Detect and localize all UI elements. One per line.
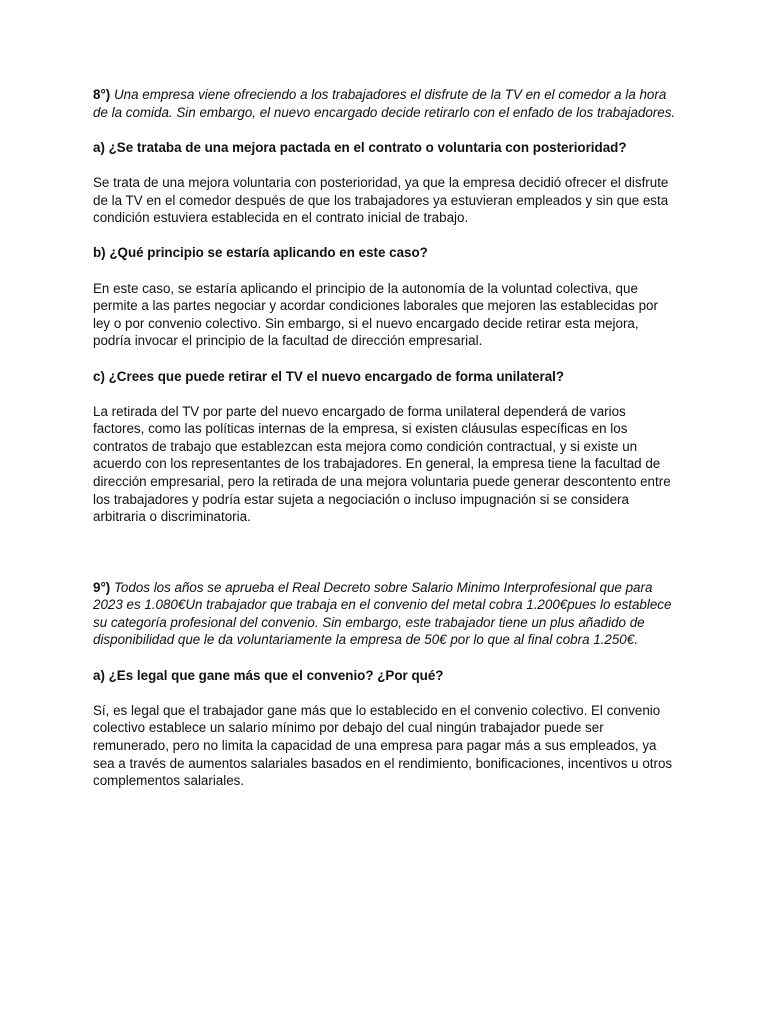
q9-statement xyxy=(93,579,676,649)
q8-statement-text: Una empresa viene ofreciendo a los trabajadores el disfrute de la TV en el comedor a la hora de la comida. Sin embargo, el nuevo encargado decide retirarlo con el enfado de los trabajadores. xyxy=(93,87,676,120)
q9-statement-text: Todos los años se aprueba el Real Decreto sobre Salario Minimo Interprofesional que para 2023 es 1.080€Un trabajador que trabaja en el convenio del metal cobra 1.200€pues lo establece su categoría profesional del convenio. Sin embargo, este trabajador tiene un plus añadido de disponibilidad que le da voluntariamente la empresa de 50€ por lo que al final cobra 1.250€. xyxy=(93,579,672,648)
q8c-answer: La retirada del TV por parte del nuevo encargado de forma unilateral dependerá de varios factores, como las políticas internas de la empresa, si existen cláusulas específicas en los contratos de trabajo que establezcan esta mejora como condición contractual, y si existe un acuerdo con los representantes de los trabajadores. En general, la empresa tiene la facultad de dirección empresarial, pero la retirada de una mejora voluntaria puede generar descontento entre los trabajadores y podría estar sujeta a negociación o incluso impugnación si se considera arbitraria o discriminatoria. xyxy=(93,403,671,525)
q8-statement xyxy=(93,86,676,121)
q8b-question: b) ¿Qué principio se estaría aplicando en este caso? xyxy=(93,245,428,261)
q8c-question: c) ¿Crees que puede retirar el TV el nuevo encargado de forma unilateral? xyxy=(93,368,565,384)
q9-number: 9°) xyxy=(93,579,111,595)
q8a-answer: Se trata de una mejora voluntaria con posterioridad, ya que la empresa decidió ofrecer el disfrute de la TV en el comedor después de que los trabajadores ya estuvieran empleados y sin que esta condición estuviera establecida en el contrato inicial de trabajo. xyxy=(93,174,669,226)
q8b-answer: En este caso, se estaría aplicando el principio de la autonomía de la voluntad colectiva, que permite a las partes negociar y acordar condiciones laborales que mejoren las establecidas por ley o por convenio colectivo. Sin embargo, si el nuevo encargado decide retirar esta mejora, podría invocar el principio de la facultad de dirección empresarial. xyxy=(93,280,658,349)
q9a-answer: Sí, es legal que el trabajador gane más que lo establecido en el convenio colectivo. El convenio colectivo establece un salario mínimo por debajo del cual ningún trabajador puede ser remunerado, pero no limita la capacidad de una empresa para pagar más a sus empleados, ya sea a través de aumentos salariales basados en el rendimiento, bonificaciones, incentivos u otros complementos salariales. xyxy=(93,702,673,789)
q8a-question: a) ¿Se trataba de una mejora pactada en el contrato o voluntaria con posterioridad? xyxy=(93,139,627,155)
q8-number: 8°) xyxy=(93,87,111,102)
q9a-question: a) ¿Es legal que gane más que el convenio? ¿Por qué? xyxy=(93,667,444,683)
